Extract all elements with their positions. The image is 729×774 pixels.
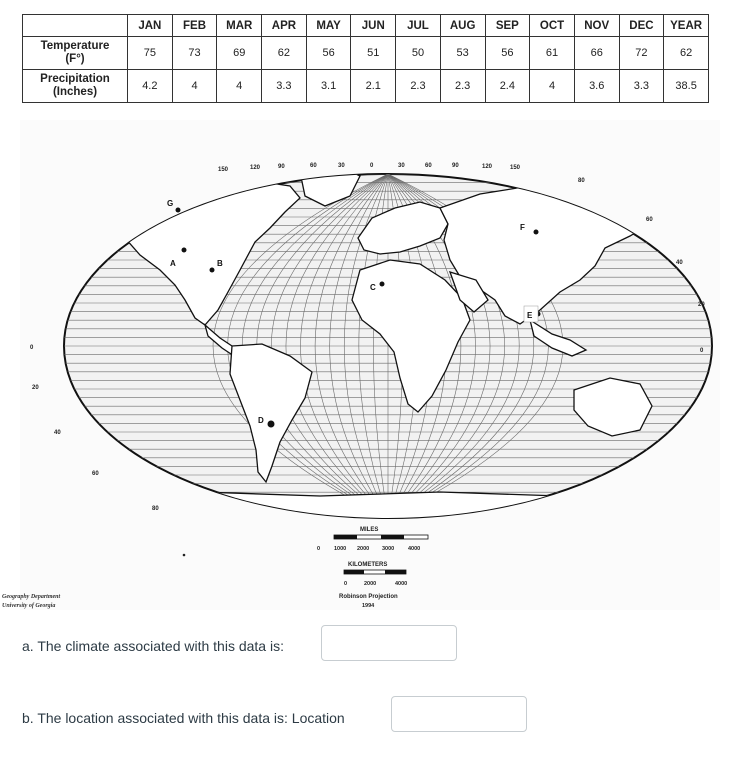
longitude-label: 150 <box>218 167 229 173</box>
temperature-label-line1: Temperature <box>40 40 110 52</box>
longitude-label: 30 <box>398 163 405 169</box>
question-a: a. The climate associated with this data is: <box>22 638 284 654</box>
scale-miles-value: 1000 <box>334 546 347 552</box>
month-header: MAY <box>306 15 351 37</box>
location-a-dot <box>182 248 187 253</box>
longitude-label: 0 <box>370 163 374 169</box>
temperature-cell: 72 <box>619 37 664 70</box>
precipitation-label-line1: Precipitation <box>40 73 110 85</box>
precipitation-cell: 2.3 <box>440 70 485 103</box>
year-header: YEAR <box>664 15 709 37</box>
scale-miles-value: 0 <box>317 546 321 552</box>
longitude-label: 120 <box>250 165 261 171</box>
month-header: DEC <box>619 15 664 37</box>
temperature-label-line2: (F°) <box>65 53 85 65</box>
precipitation-cell: 2.3 <box>396 70 441 103</box>
scale-km-title: KILOMETERS <box>348 562 388 568</box>
temperature-cell: 75 <box>128 37 173 70</box>
latitude-label: 0 <box>30 345 34 351</box>
longitude-label: 150 <box>510 165 521 171</box>
latitude-label: 60 <box>646 217 653 223</box>
scale-miles-value: 2000 <box>357 546 370 552</box>
month-header-row <box>23 15 709 37</box>
km-bar-segment <box>385 570 406 574</box>
month-header: AUG <box>440 15 485 37</box>
location-label: F <box>520 223 525 232</box>
latitude-label: 80 <box>152 506 159 512</box>
precipitation-cell: 4 <box>172 70 217 103</box>
question-b: b. The location associated with this data is: Location <box>22 710 345 726</box>
latitude-label: 80 <box>578 178 585 184</box>
precipitation-row <box>23 70 709 103</box>
temperature-row <box>23 37 709 70</box>
month-header: NOV <box>574 15 619 37</box>
location-label: C <box>370 283 376 292</box>
longitude-label: 120 <box>482 164 493 170</box>
temperature-cell: 56 <box>485 37 530 70</box>
precipitation-cell: 4 <box>530 70 575 103</box>
month-header: APR <box>262 15 307 37</box>
scale-km-value: 0 <box>344 581 348 587</box>
world-map-figure <box>0 120 729 612</box>
precipitation-cell: 4.2 <box>128 70 173 103</box>
temperature-cell: 69 <box>217 37 262 70</box>
scale-miles-value: 4000 <box>408 546 421 552</box>
longitude-label: 90 <box>452 163 459 169</box>
month-header: OCT <box>530 15 575 37</box>
temperature-cell: 61 <box>530 37 575 70</box>
precipitation-cell: 3.6 <box>574 70 619 103</box>
month-header: JUN <box>351 15 396 37</box>
precipitation-cell: 4 <box>217 70 262 103</box>
month-header: JUL <box>396 15 441 37</box>
month-header: MAR <box>217 15 262 37</box>
location-answer-input[interactable] <box>391 696 527 732</box>
precipitation-cell: 3.1 <box>306 70 351 103</box>
temperature-cell: 56 <box>306 37 351 70</box>
longitude-label: 60 <box>310 163 317 169</box>
longitude-label: 90 <box>278 164 285 170</box>
location-g-dot <box>176 208 181 213</box>
scale-km-value: 4000 <box>395 581 408 587</box>
miles-bar-segment <box>334 535 357 539</box>
temperature-cell: 62 <box>262 37 307 70</box>
precipitation-label <box>23 70 128 103</box>
location-c-dot <box>380 282 385 287</box>
km-bar-segment <box>344 570 364 574</box>
temperature-year-cell: 62 <box>664 37 709 70</box>
month-header: JAN <box>128 15 173 37</box>
latitude-label: 60 <box>92 471 99 477</box>
temperature-cell: 51 <box>351 37 396 70</box>
location-f-dot <box>534 230 539 235</box>
miles-bar-segment <box>381 535 404 539</box>
location-label: B <box>217 259 223 268</box>
climate-answer-input[interactable] <box>321 625 457 661</box>
longitude-label: 30 <box>338 163 345 169</box>
temperature-cell: 73 <box>172 37 217 70</box>
latitude-label: 0 <box>700 348 704 354</box>
credit-university: University of Georgia <box>2 603 56 609</box>
precipitation-year-cell: 38.5 <box>664 70 709 103</box>
location-label: A <box>170 259 176 268</box>
projection-name: Robinson Projection <box>339 594 398 600</box>
latitude-label: 40 <box>54 430 61 436</box>
scan-speck <box>183 554 186 557</box>
temperature-cell: 53 <box>440 37 485 70</box>
credit-department: Geography Department <box>2 594 61 600</box>
location-label: E <box>527 311 533 320</box>
longitude-label: 60 <box>425 163 432 169</box>
scale-miles-title: MILES <box>360 527 379 533</box>
climate-data-table <box>22 14 709 103</box>
temperature-label <box>23 37 128 70</box>
month-header: SEP <box>485 15 530 37</box>
latitude-label: 20 <box>32 385 39 391</box>
location-label: D <box>258 416 264 425</box>
precipitation-label-line2: (Inches) <box>52 86 98 98</box>
location-d-dot <box>268 421 275 428</box>
location-label: G <box>167 199 174 208</box>
precipitation-cell: 2.1 <box>351 70 396 103</box>
temperature-cell: 66 <box>574 37 619 70</box>
latitude-label: 40 <box>676 260 683 266</box>
scale-km-value: 2000 <box>364 581 377 587</box>
projection-year: 1994 <box>362 603 375 609</box>
temperature-cell: 50 <box>396 37 441 70</box>
table-corner-cell <box>23 15 128 37</box>
precipitation-cell: 3.3 <box>262 70 307 103</box>
latitude-label: 20 <box>698 302 705 308</box>
precipitation-cell: 3.3 <box>619 70 664 103</box>
world-map <box>0 120 729 612</box>
location-b-dot <box>210 268 215 273</box>
scale-miles-value: 3000 <box>382 546 395 552</box>
precipitation-cell: 2.4 <box>485 70 530 103</box>
month-header: FEB <box>172 15 217 37</box>
